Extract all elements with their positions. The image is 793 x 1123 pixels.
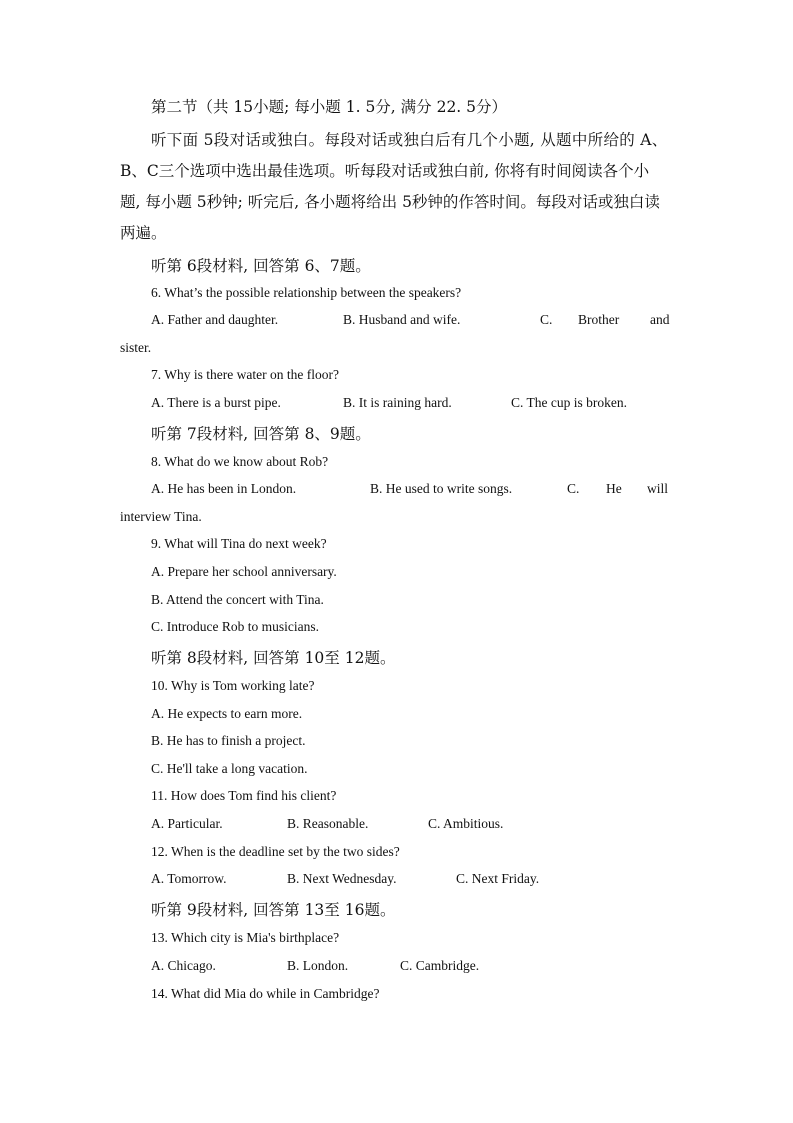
option-wrap: sister.	[120, 340, 152, 355]
option-b: B. He has to finish a project.	[151, 733, 306, 748]
option-c: C. Cambridge.	[400, 958, 480, 973]
instruction-line: B、C三个选项中选出最佳选项。听每段对话或独白前, 你将有时间阅读各个小	[120, 162, 650, 180]
option-c-word: will	[647, 481, 669, 496]
option-c-word: and	[650, 312, 670, 327]
option-c: C. Ambitious.	[428, 816, 504, 831]
instruction-line: 听下面 5段对话或独白。每段对话或独白后有几个小题, 从题中所给的 A、	[151, 131, 668, 149]
group-header: 听第 8段材料, 回答第 10至 12题。	[151, 649, 396, 667]
option-c: C. He'll take a long vacation.	[151, 761, 308, 776]
option-c-label: C.	[567, 481, 580, 496]
option-b: B. He used to write songs.	[370, 481, 513, 496]
option-c-word: He	[606, 481, 622, 496]
option-a: A. There is a burst pipe.	[151, 395, 281, 410]
option-b: B. Next Wednesday.	[287, 871, 397, 886]
option-a: A. He has been in London.	[151, 481, 297, 496]
instruction-line: 题, 每小题 5秒钟; 听完后, 各小题将给出 5秒钟的作答时间。每段对话或独白读	[120, 193, 660, 211]
option-a: A. Father and daughter.	[151, 312, 279, 327]
option-c-word: Brother	[578, 312, 620, 327]
question-stem: 11. How does Tom find his client?	[151, 788, 337, 803]
option-a: A. He expects to earn more.	[151, 706, 303, 721]
option-wrap: interview Tina.	[120, 509, 202, 524]
group-header: 听第 9段材料, 回答第 13至 16题。	[151, 901, 396, 919]
instruction-line: 两遍。	[120, 224, 167, 242]
question-stem: 7. Why is there water on the floor?	[151, 367, 339, 382]
option-b: B. Attend the concert with Tina.	[151, 592, 324, 607]
option-b: B. London.	[287, 958, 349, 973]
option-c: C. Introduce Rob to musicians.	[151, 619, 319, 634]
option-b: B. Husband and wife.	[343, 312, 461, 327]
option-b: B. It is raining hard.	[343, 395, 452, 410]
option-a: A. Chicago.	[151, 958, 216, 973]
option-b: B. Reasonable.	[287, 816, 369, 831]
option-a: A. Tomorrow.	[151, 871, 227, 886]
question-stem: 13. Which city is Mia's birthplace?	[151, 930, 340, 945]
question-stem: 12. When is the deadline set by the two sides?	[151, 844, 400, 859]
option-c: C. Next Friday.	[456, 871, 540, 886]
group-header: 听第 6段材料, 回答第 6、7题。	[151, 257, 371, 275]
question-stem: 9. What will Tina do next week?	[151, 536, 327, 551]
section-heading: 第二节（共 15小题; 每小题 1. 5分, 满分 22. 5分）	[151, 98, 508, 116]
group-header: 听第 7段材料, 回答第 8、9题。	[151, 425, 371, 443]
question-stem: 10. Why is Tom working late?	[151, 678, 315, 693]
option-a: A. Prepare her school anniversary.	[151, 564, 337, 579]
question-stem: 8. What do we know about Rob?	[151, 454, 329, 469]
question-stem: 6. What’s the possible relationship between the speakers?	[151, 285, 462, 300]
option-a: A. Particular.	[151, 816, 223, 831]
question-stem: 14. What did Mia do while in Cambridge?	[151, 986, 380, 1001]
option-c-label: C.	[540, 312, 553, 327]
option-c: C. The cup is broken.	[511, 395, 627, 410]
